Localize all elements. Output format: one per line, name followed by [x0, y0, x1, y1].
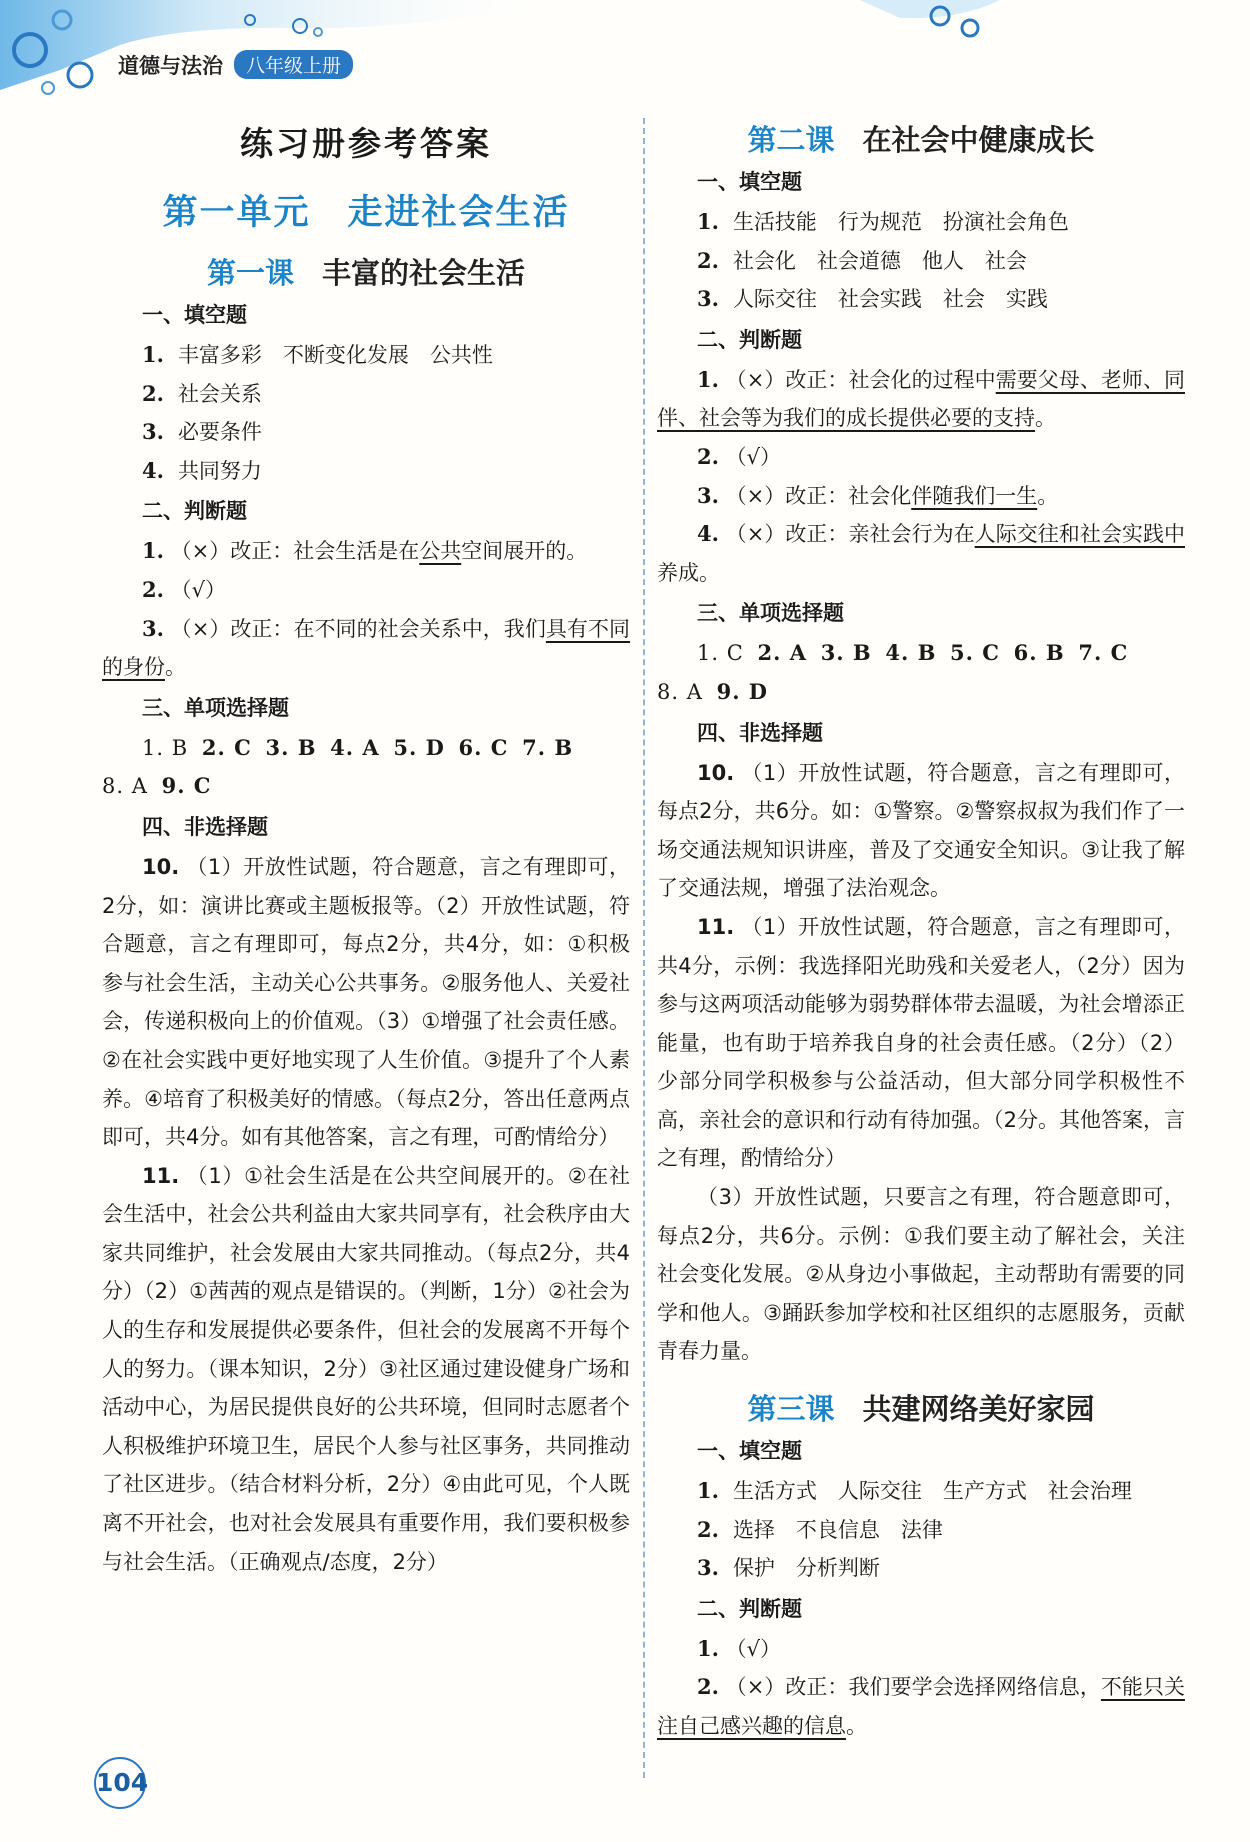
section-heading: 二、判断题: [142, 498, 247, 524]
answer-line: 1. 丰富多彩 不断变化发展 公共性: [142, 342, 493, 367]
judgment-answer: 2. （√）: [142, 576, 227, 602]
answer-line: 2. 社会关系: [142, 380, 262, 406]
section-heading: 一、填空题: [697, 1438, 802, 1464]
judgment-answer: 4. （×）改正：亲社会行为在人际交往和社会实践中养成。: [657, 521, 1185, 585]
column-divider: [643, 118, 645, 1778]
judgment-answer: 1. （×）改正：社会生活是在公共空间展开的。: [142, 538, 588, 564]
lesson-3-heading: [657, 1387, 1185, 1428]
lesson-2-heading: [657, 118, 1185, 159]
lesson-number: 第三课: [747, 1392, 835, 1427]
essay-answer-10: 10. （1）开放性试题，符合题意，言之有理即可，2分，如：演讲比赛或主题板报等。（2）开放性试题，符合题意，言之有理即可，每点2分，共4分，如：①积极参与社会生活，主动关心公共事务。②服务他人、关爱社会，传递积极向上的价值观。（3）①增强了社会责任感。②在社会实践中更好地实现了人生价值。③提升了个人素养。④培育了积极美好的情感。（每点2分，答出任意两点即可，共4分。如有其他答案，言之有理，可酌情给分）: [102, 854, 630, 1150]
section-heading: 二、判断题: [697, 326, 802, 352]
judgment-answer: 1. （×）改正：社会化的过程中需要父母、老师、同伴、社会等为我们的成长提供必要的支持。: [657, 366, 1185, 431]
judgment-answer: 3. （×）改正：社会化伴随我们一生。: [697, 482, 1059, 508]
essay-answer-10: 10. （1）开放性试题，符合题意，言之有理即可，每点2分，共6分。如：①警察。②警察叔叔为我们作了一场交通法规知识讲座，普及了交通安全知识。③让我了解了交通法规，增强了法治观念。: [657, 760, 1185, 901]
right-column: [657, 110, 1185, 1746]
page-number: 104: [94, 1757, 146, 1809]
mc-answers: 8. A 9. D: [657, 678, 769, 704]
answer-line: 3. 人际交往 社会实践 社会 实践: [697, 286, 1048, 312]
lesson-number: 第一课: [206, 256, 294, 290]
section-heading: 四、非选择题: [697, 719, 823, 745]
answer-line: 1. 生活方式 人际交往 生产方式 社会治理: [697, 1478, 1132, 1504]
essay-answer-11: 11. （1）开放性试题，符合题意，言之有理即可，共4分，示例：我选择阳光助残和关爱老人，（2分）因为参与这两项活动能够为弱势群体带去温暖，为社会增添正能量，也有助于培养我自身的社会责任感。（2分）（2）少部分同学积极参与公益活动，但大部分同学积极性不高，亲社会的意识和行动有待加强。（2分。其他答案，言之有理，酌情给分）: [657, 914, 1185, 1171]
lesson-1-heading: [102, 251, 630, 292]
page-header: [0, 0, 1250, 110]
judgment-answer: 2. （√）: [697, 443, 782, 469]
answer-line: 1. 生活技能 行为规范 扮演社会角色: [697, 209, 1069, 234]
judgment-answer: 2. （×）改正：我们要学会选择网络信息，不能只关注自己感兴趣的信息。: [657, 1674, 1185, 1738]
judgment-answer: 3. （×）改正：在不同的社会关系中，我们具有不同的身份。: [102, 615, 630, 680]
judgment-answer: 1. （√）: [697, 1635, 782, 1661]
section-heading: 一、填空题: [697, 169, 802, 194]
section-heading: 二、判断题: [697, 1595, 802, 1621]
lesson-number: 第二课: [747, 123, 835, 157]
essay-answer-11-part3: （3）开放性试题，只要言之有理，符合题意即可，每点2分，共6分。示例：①我们要主动了解社会，关注社会变化发展。②从身边小事做起，主动帮助有需要的同学和他人。③踊跃参加学校和社区组织的志愿服务，贡献青春力量。: [657, 1185, 1185, 1364]
grade-badge: 八年级上册: [234, 50, 353, 79]
mc-answers: 8. A 9. C: [102, 773, 212, 799]
page-title: 练习册参考答案: [240, 124, 492, 163]
mc-answers: 1. B 2. C 3. B 4. A 5. D 6. C 7. B: [142, 734, 574, 760]
section-heading: 三、单项选择题: [142, 694, 289, 720]
answer-line: 3. 必要条件: [142, 419, 262, 445]
section-heading: 一、填空题: [142, 302, 247, 327]
left-column: [102, 110, 630, 1581]
mc-answers: 1. C 2. A 3. B 4. B 5. C 6. B 7. C: [697, 640, 1129, 666]
answer-line: 3. 保护 分析判断: [697, 1555, 880, 1581]
answer-line: 2. 社会化 社会道德 他人 社会: [697, 247, 1027, 273]
section-heading: 四、非选择题: [142, 813, 268, 839]
essay-answer-11: 11. （1）①社会生活是在公共空间展开的。②在社会生活中，社会公共利益由大家共同享有，社会秩序由大家共同维护，社会发展由大家共同推动。（每点2分，共4分）（2）①茜茜的观点是错误的。（判断，1分）②社会为人的生存和发展提供必要条件，但社会的发展离不开每个人的努力。（课本知识，2分）③社区通过建设健身广场和活动中心，为居民提供良好的公共环境，但同时志愿者个人积极维护环境卫生，居民个人参与社区事务，共同推动了社区进步。（结合材料分析，2分）④由此可见，个人既离不开社会，也对社会发展具有重要作用，我们要积极参与社会生活。（正确观点/态度，2分）: [102, 1163, 630, 1574]
section-heading: 三、单项选择题: [697, 600, 844, 626]
answer-line: 2. 选择 不良信息 法律: [697, 1516, 943, 1542]
answer-line: 4. 共同努力: [142, 457, 262, 483]
unit-title: 第一单元 走进社会生活: [162, 193, 570, 233]
lesson-title: 丰富的社会生活: [322, 256, 526, 290]
book-title: 道德与法治: [118, 54, 223, 78]
lesson-title: 在社会中健康成长: [862, 123, 1095, 157]
lesson-title: 共建网络美好家园: [862, 1392, 1095, 1427]
